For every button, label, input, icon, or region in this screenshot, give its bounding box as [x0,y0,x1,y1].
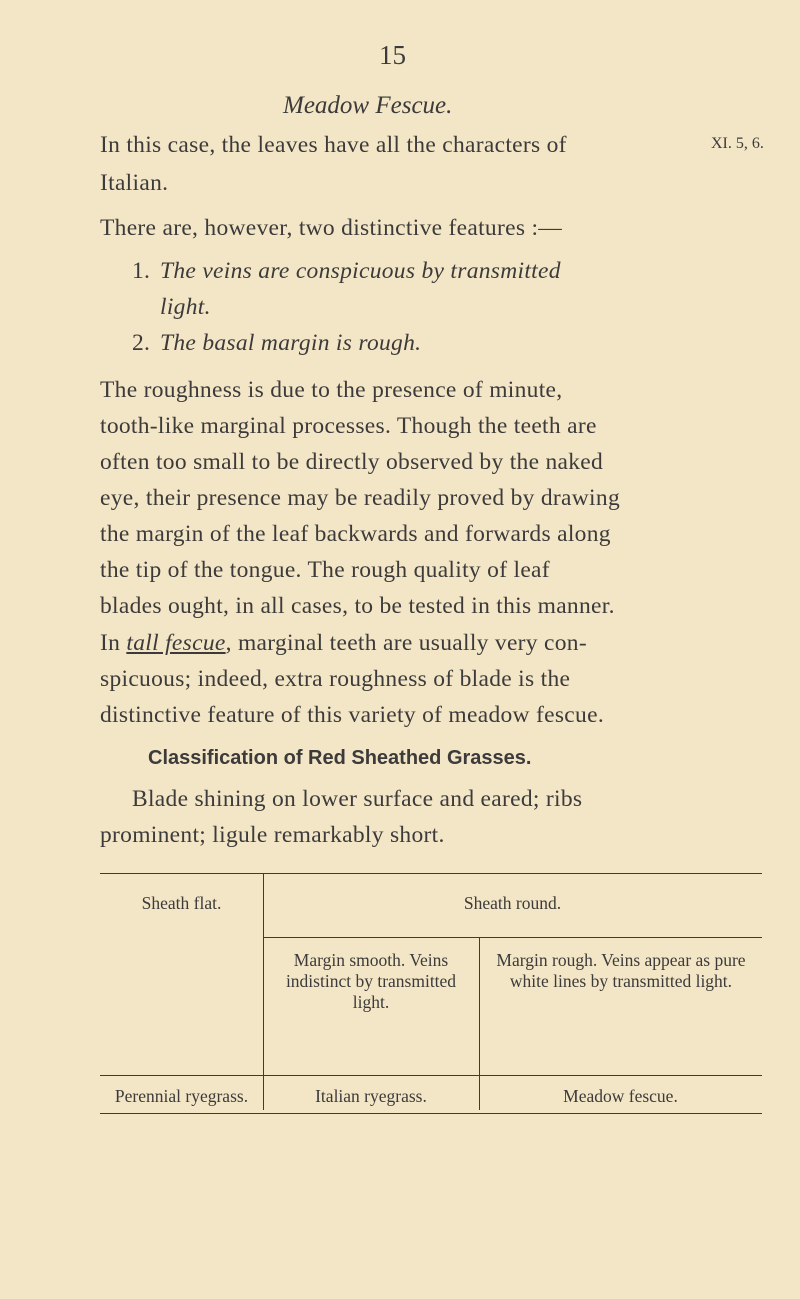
table-divider-right [479,937,480,1110]
tall-fescue-line [100,630,587,657]
feature-2-number: 2. [132,330,151,356]
paragraph-line: blades ought, in all cases, to be tested in this manner. [100,593,615,619]
paragraph-line: the tip of the tongue. The rough quality of leaf [100,557,550,583]
paragraph-line: eye, their presence may be readily proved by drawing [100,485,620,511]
intro-line-2: Italian. [100,170,169,196]
tall-fescue-line-3: distinctive feature of this variety of meadow fescue. [100,702,604,728]
feature-1-number: 1. [132,258,151,284]
blade-line-1: Blade shining on lower surface and eared; ribs [132,786,583,812]
sheath-round-cell: Sheath round. [463,893,562,913]
italian-ryegrass-cell: Italian ryegrass. [315,1086,427,1106]
tall-fescue-suffix: , marginal teeth are usually very con- [225,630,587,656]
tall-fescue-prefix: In [100,630,121,656]
paragraph-line: The roughness is due to the presence of minute, [100,377,563,403]
tall-fescue-line-2: spicuous; indeed, extra roughness of blade is the [100,666,571,692]
page-number: 15 [379,40,406,70]
perennial-ryegrass-cell: Perennial ryegrass. [114,1086,249,1106]
feature-2-text: The basal margin is rough. [160,330,422,356]
classification-title: Classification of Red Sheathed Grasses. [148,747,532,769]
meadow-fescue-cell: Meadow fescue. [563,1086,678,1106]
intro-line-1: In this case, the leaves have all the characters of [100,132,567,158]
table-rule-mid [263,937,762,938]
paragraph-line: the margin of the leaf backwards and forwards along [100,521,611,547]
paragraph-line: tooth-like marginal processes. Though the teeth are [100,413,597,439]
tall-fescue-term: tall fescue [126,630,226,656]
sheath-flat-cell: Sheath flat. [141,893,222,913]
table-top-rule [100,873,762,874]
section-heading: Meadow Fescue. [283,92,453,119]
features-intro: There are, however, two distinctive features :— [100,215,563,241]
margin-smooth-cell: Margin smooth. Veins indistinct by transmitted light. [285,950,457,1012]
margin-rough-cell: Margin rough. Veins appear as pure white lines by transmitted light. [496,950,746,991]
blade-line-2: prominent; ligule remarkably short. [100,822,445,848]
table-rule-lower [100,1075,762,1076]
table-bottom-rule [100,1113,762,1114]
margin-reference: XI. 5, 6. [711,135,764,152]
paragraph-line: often too small to be directly observed by the naked [100,449,604,475]
feature-1-text-cont: light. [160,294,211,320]
feature-1-text: The veins are conspicuous by transmitted [160,258,561,284]
